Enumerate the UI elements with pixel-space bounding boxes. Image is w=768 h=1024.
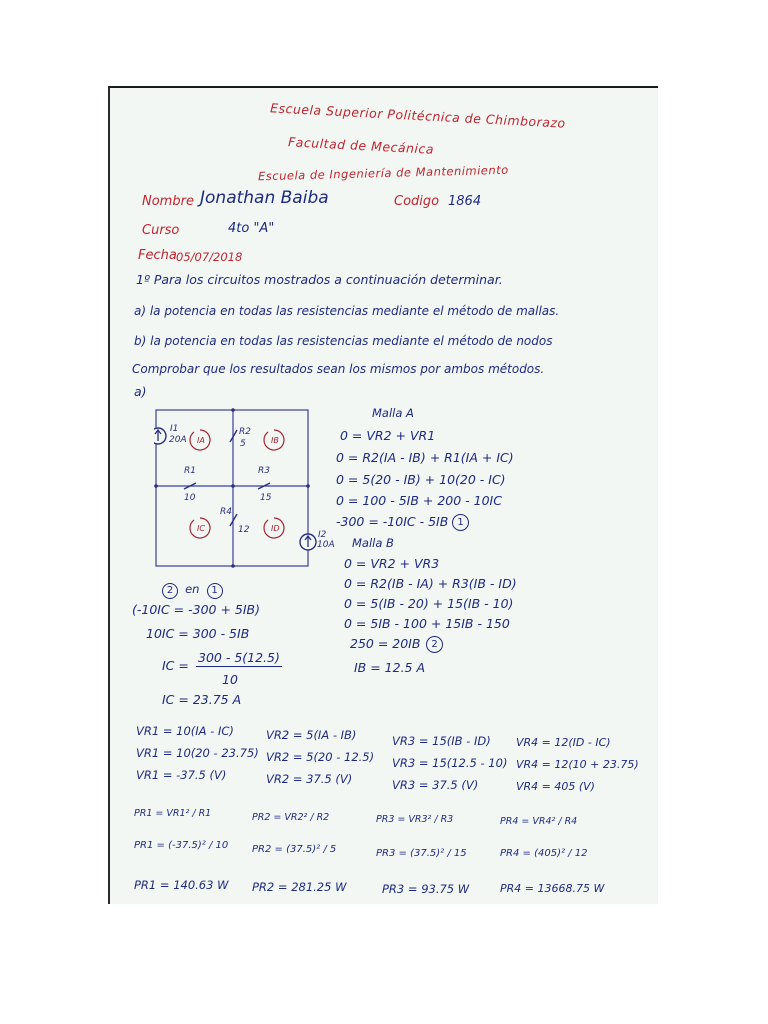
- node-right: [306, 484, 310, 488]
- resistor-r4-value: 12: [238, 525, 250, 535]
- problem-verify: Comprobar que los resultados sean los mismos por ambos métodos.: [132, 362, 545, 376]
- name-label: Nombre: [142, 194, 194, 209]
- code-value: 1864: [448, 194, 482, 209]
- substitution-line-2: 10IC = 300 - 5IB: [146, 626, 250, 641]
- malla-b-eq-tag: 2: [426, 636, 443, 653]
- voltage-r2-sub: VR2 = 5(20 - 12.5): [266, 750, 375, 764]
- malla-b-result: IB = 12.5 A: [354, 660, 426, 675]
- mesh-c-label: IC: [197, 524, 205, 533]
- malla-b-line-4: 0 = 5IB - 100 + 15IB - 150: [344, 616, 510, 631]
- power-r1-res: PR1 = 140.63 W: [134, 878, 229, 892]
- malla-a-eq-tag: 1: [452, 514, 469, 531]
- power-r2-formula: PR2 = VR2² / R2: [252, 812, 330, 823]
- malla-b-line-5: 250 = 20IB: [350, 636, 421, 651]
- malla-a-line-3: 0 = 5(20 - IB) + 10(20 - IC): [336, 472, 506, 487]
- malla-b-title: Malla B: [352, 536, 394, 550]
- malla-a-line-1: 0 = VR2 + VR1: [340, 428, 436, 443]
- substitution-tag-1: 1: [207, 583, 223, 599]
- power-r4-formula: PR4 = VR4² / R4: [500, 816, 578, 827]
- fraction-denominator: 10: [222, 672, 238, 687]
- resistor-r2-value: 5: [240, 439, 246, 449]
- substitution-tag-2: 2: [162, 583, 178, 599]
- resistor-r4-label: R4: [220, 507, 232, 517]
- substitution-result: IC = 23.75 A: [162, 692, 242, 707]
- malla-a-title: Malla A: [372, 406, 414, 420]
- malla-a-line-5: -300 = -10IC - 5IB: [336, 514, 449, 529]
- power-r2-res: PR2 = 281.25 W: [252, 880, 347, 894]
- voltage-r3-eq: VR3 = 15(IB - ID): [392, 734, 491, 748]
- power-r1-sub: PR1 = (-37.5)² / 10: [134, 840, 229, 851]
- resistor-r3-label: R3: [258, 466, 270, 476]
- node-center: [231, 484, 235, 488]
- source-i1-value: 20A: [169, 435, 187, 445]
- current-source-i1: [154, 428, 166, 444]
- node-left: [154, 484, 158, 488]
- malla-b-line-3: 0 = 5(IB - 20) + 15(IB - 10): [344, 596, 514, 611]
- circuit-diagram: [154, 406, 344, 568]
- voltage-r1-eq: VR1 = 10(IA - IC): [136, 724, 234, 738]
- date-label: Fecha: [138, 248, 177, 263]
- name-value: Jonathan Baiba: [200, 188, 329, 208]
- voltage-r3-sub: VR3 = 15(12.5 - 10): [392, 756, 508, 770]
- malla-a-line-2: 0 = R2(IA - IB) + R1(IA + IC): [336, 450, 514, 465]
- power-r4-sub: PR4 = (405)² / 12: [500, 848, 588, 859]
- power-r4-res: PR4 = 13668.75 W: [500, 882, 605, 895]
- power-r1-formula: PR1 = VR1² / R1: [134, 808, 212, 819]
- voltage-r2-eq: VR2 = 5(IA - IB): [266, 728, 357, 742]
- notebook-page: [108, 86, 658, 904]
- mesh-d-label: ID: [271, 524, 280, 533]
- course-label: Curso: [142, 223, 180, 238]
- voltage-r4-res: VR4 = 405 (V): [516, 780, 595, 793]
- node-bottom: [231, 564, 235, 568]
- section-a-label: a): [134, 384, 147, 399]
- source-i2-value: 10A: [317, 540, 335, 550]
- power-r3-res: PR3 = 93.75 W: [382, 882, 470, 896]
- circuit-outline: [156, 410, 308, 566]
- voltage-r4-sub: VR4 = 12(10 + 23.75): [516, 758, 639, 771]
- resistor-r1-value: 10: [184, 493, 196, 503]
- voltage-r3-res: VR3 = 37.5 (V): [392, 778, 479, 792]
- voltage-r4-eq: VR4 = 12(ID - IC): [516, 736, 611, 749]
- fraction-left: IC =: [162, 658, 189, 673]
- resistor-r3-value: 15: [260, 493, 272, 503]
- resistor-r2-label: R2: [239, 427, 251, 437]
- mesh-a-label: IA: [197, 436, 205, 445]
- malla-b-line-2: 0 = R2(IB - IA) + R3(IB - ID): [344, 576, 517, 591]
- fraction-numerator: 300 - 5(12.5): [198, 650, 280, 665]
- malla-a-line-4: 0 = 100 - 5IB + 200 - 10IC: [336, 493, 502, 508]
- power-r3-sub: PR3 = (37.5)² / 15: [376, 848, 467, 859]
- date-value: 05/07/2018: [176, 250, 243, 264]
- substitution-en: en: [185, 582, 200, 596]
- voltage-r1-sub: VR1 = 10(20 - 23.75): [136, 746, 259, 760]
- source-i1-label: I1: [170, 424, 179, 434]
- problem-part-b: b) la potencia en todas las resistencias mediante el método de nodos: [134, 334, 553, 348]
- malla-b-line-1: 0 = VR2 + VR3: [344, 556, 440, 571]
- mesh-b-label: IB: [271, 436, 279, 445]
- substitution-heading: [162, 578, 223, 599]
- source-i2-label: I2: [318, 530, 327, 540]
- voltage-r2-res: VR2 = 37.5 (V): [266, 772, 353, 786]
- resistor-r1-label: R1: [184, 466, 196, 476]
- career-title: Escuela de Ingeniería de Mantenimiento: [257, 162, 509, 184]
- code-label: Codigo: [394, 194, 440, 209]
- school-title: Escuela Superior Politécnica de Chimborazo: [269, 100, 567, 131]
- node-top: [231, 408, 235, 412]
- voltage-r1-res: VR1 = -37.5 (V): [136, 768, 227, 782]
- power-r2-sub: PR2 = (37.5)² / 5: [252, 844, 337, 855]
- course-value: 4to "A": [228, 221, 275, 236]
- faculty-title: Facultad de Mecánica: [287, 134, 435, 157]
- power-r3-formula: PR3 = VR3² / R3: [376, 814, 454, 825]
- problem-part-a: a) la potencia en todas las resistencias mediante el método de mallas.: [134, 304, 560, 318]
- problem-statement: 1º Para los circuitos mostrados a continuación determinar.: [136, 272, 503, 287]
- substitution-line-1: (-10IC = -300 + 5IB): [132, 602, 261, 617]
